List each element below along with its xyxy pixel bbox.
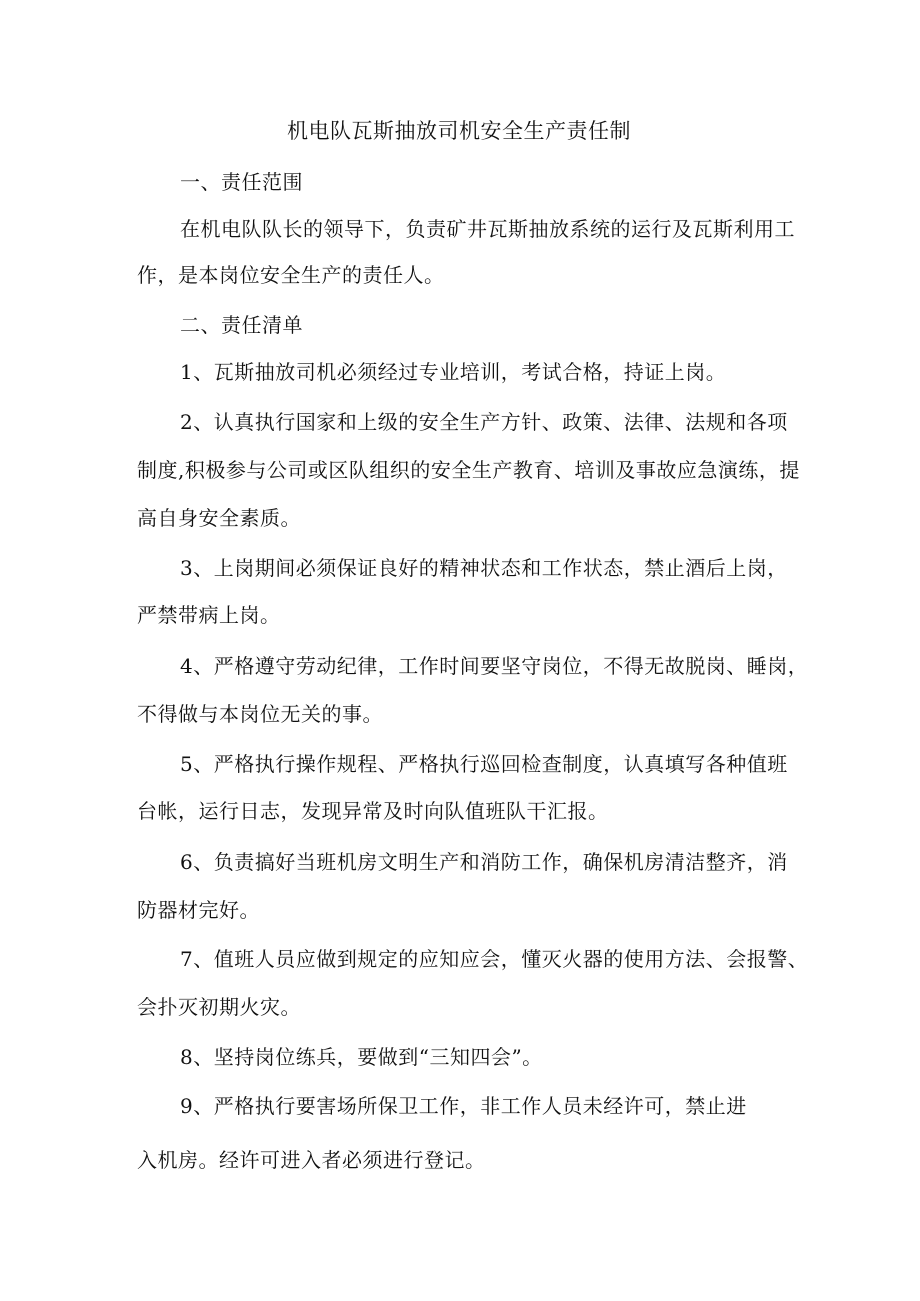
list-item-4-line: 不得做与本岗位无关的事。 xyxy=(137,702,383,726)
list-item-7-line: 会扑灭初期火灾。 xyxy=(137,995,301,1019)
list-item-9-line: 9、严格执行要害场所保卫工作，非工作人员未经许可，禁止进 xyxy=(180,1094,747,1118)
section2-heading: 二、责任清单 xyxy=(180,313,303,337)
list-item-3-line: 3、上岗期间必须保证良好的精神状态和工作状态，禁止酒后上岗， xyxy=(180,556,788,580)
list-item-6-line: 防器材完好。 xyxy=(137,898,260,922)
list-item-6-line: 6、负责搞好当班机房文明生产和消防工作，确保机房清洁整齐，消 xyxy=(180,850,788,874)
section1-heading: 一、责任范围 xyxy=(180,170,303,194)
list-item-7-line: 7、值班人员应做到规定的应知应会，懂灭火器的使用方法、会报警、 xyxy=(180,947,809,971)
list-item-5-line: 台帐，运行日志，发现异常及时向队值班队干汇报。 xyxy=(137,799,609,823)
list-item-4-line: 4、严格遵守劳动纪律，工作时间要坚守岗位，不得无故脱岗、睡岗， xyxy=(180,654,809,678)
list-item-3-line: 严禁带病上岗。 xyxy=(137,603,281,627)
section1-text-line: 作，是本岗位安全生产的责任人。 xyxy=(137,263,445,287)
list-item-5-line: 5、严格执行操作规程、严格执行巡回检查制度，认真填写各种值班 xyxy=(180,752,788,776)
list-item-2-line: 高自身安全素质。 xyxy=(137,506,301,530)
section1-text-line: 在机电队队长的领导下，负责矿井瓦斯抽放系统的运行及瓦斯利用工 xyxy=(180,217,795,241)
list-item-9-line: 入机房。经许可进入者必须进行登记。 xyxy=(137,1148,486,1172)
list-item-1-line: 1、瓦斯抽放司机必须经过专业培训，考试合格，持证上岗。 xyxy=(180,360,727,384)
list-item-2-line: 2、认真执行国家和上级的安全生产方针、政策、法律、法规和各项 xyxy=(180,410,788,434)
list-item-8-line: 8、坚持岗位练兵，要做到“三知四会”。 xyxy=(180,1045,543,1069)
document-title: 机电队瓦斯抽放司机安全生产责任制 xyxy=(287,119,631,143)
list-item-2-line: 制度,积极参与公司或区队组织的安全生产教育、培训及事故应急演练，提 xyxy=(137,458,800,482)
